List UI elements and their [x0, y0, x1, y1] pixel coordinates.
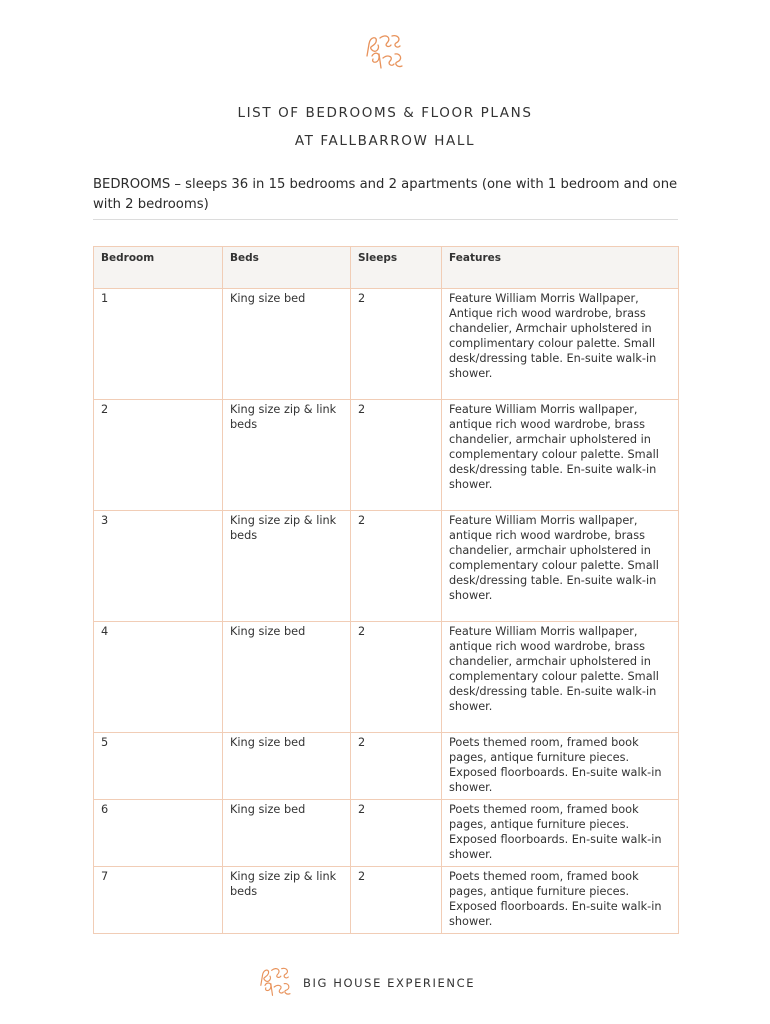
page-footer: [0, 962, 770, 1004]
table-row: [94, 800, 679, 867]
cell-sleeps: 2: [351, 733, 442, 800]
cell-beds: King size bed: [223, 733, 351, 800]
page-title-line-1: LIST OF BEDROOMS & FLOOR PLANS: [237, 105, 533, 121]
cell-beds: King size zip & link beds: [223, 400, 351, 511]
cell-bedroom: 7: [94, 867, 223, 934]
bhe-monogram-icon: [255, 962, 295, 1002]
header-beds: Beds: [223, 247, 351, 289]
cell-bedroom: 2: [94, 400, 223, 511]
cell-features: Feature William Morris wallpaper, antique rich wood wardrobe, brass chandelier, armchair upholstered in complementary colour palette. Small desk/dressing table. En-suite walk-in shower.: [442, 511, 679, 622]
table-row: [94, 867, 679, 934]
header-bedroom: Bedroom: [94, 247, 223, 289]
table-row: [94, 622, 679, 733]
cell-sleeps: 2: [351, 400, 442, 511]
cell-features: Feature William Morris wallpaper, antique rich wood wardrobe, brass chandelier, armchair upholstered in complementary colour palette. Small desk/dressing table. En-suite walk-in shower.: [442, 622, 679, 733]
table-row: [94, 289, 679, 400]
cell-bedroom: 1: [94, 289, 223, 400]
cell-bedroom: 3: [94, 511, 223, 622]
header-features: Features: [442, 247, 679, 289]
cell-sleeps: 2: [351, 511, 442, 622]
table-row: [94, 511, 679, 622]
bedrooms-intro: BEDROOMS – sleeps 36 in 15 bedrooms and 2 apartments (one with 1 bedroom and one with 2 bedrooms): [93, 175, 678, 220]
cell-sleeps: 2: [351, 867, 442, 934]
cell-features: Feature William Morris Wallpaper, Antique rich wood wardrobe, brass chandelier, Armchair upholstered in complimentary colour palette. Small desk/dressing table. En-suite walk-in shower.: [442, 289, 679, 400]
cell-features: Poets themed room, framed book pages, antique furniture pieces. Exposed floorboards. En-suite walk-in shower.: [442, 800, 679, 867]
cell-beds: King size bed: [223, 622, 351, 733]
cell-bedroom: 4: [94, 622, 223, 733]
footer-brand: BIG HOUSE EXPERIENCE: [303, 976, 476, 990]
table-header-row: [94, 247, 679, 289]
cell-beds: King size zip & link beds: [223, 511, 351, 622]
table-row: [94, 400, 679, 511]
cell-beds: King size zip & link beds: [223, 867, 351, 934]
cell-features: Feature William Morris wallpaper, antique rich wood wardrobe, brass chandelier, armchair upholstered in complementary colour palette. Small desk/dressing table. En-suite walk-in shower.: [442, 400, 679, 511]
header-sleeps: Sleeps: [351, 247, 442, 289]
bhe-monogram-icon: [360, 30, 408, 74]
cell-sleeps: 2: [351, 289, 442, 400]
cell-bedroom: 5: [94, 733, 223, 800]
cell-beds: King size bed: [223, 800, 351, 867]
cell-bedroom: 6: [94, 800, 223, 867]
cell-features: Poets themed room, framed book pages, antique furniture pieces. Exposed floorboards. En-suite walk-in shower.: [442, 733, 679, 800]
table-row: [94, 733, 679, 800]
cell-sleeps: 2: [351, 800, 442, 867]
cell-beds: King size bed: [223, 289, 351, 400]
bedrooms-table: [93, 246, 679, 934]
cell-features: Poets themed room, framed book pages, antique furniture pieces. Exposed floorboards. En-suite walk-in shower.: [442, 867, 679, 934]
cell-sleeps: 2: [351, 622, 442, 733]
page-title-line-2: AT FALLBARROW HALL: [294, 133, 476, 149]
